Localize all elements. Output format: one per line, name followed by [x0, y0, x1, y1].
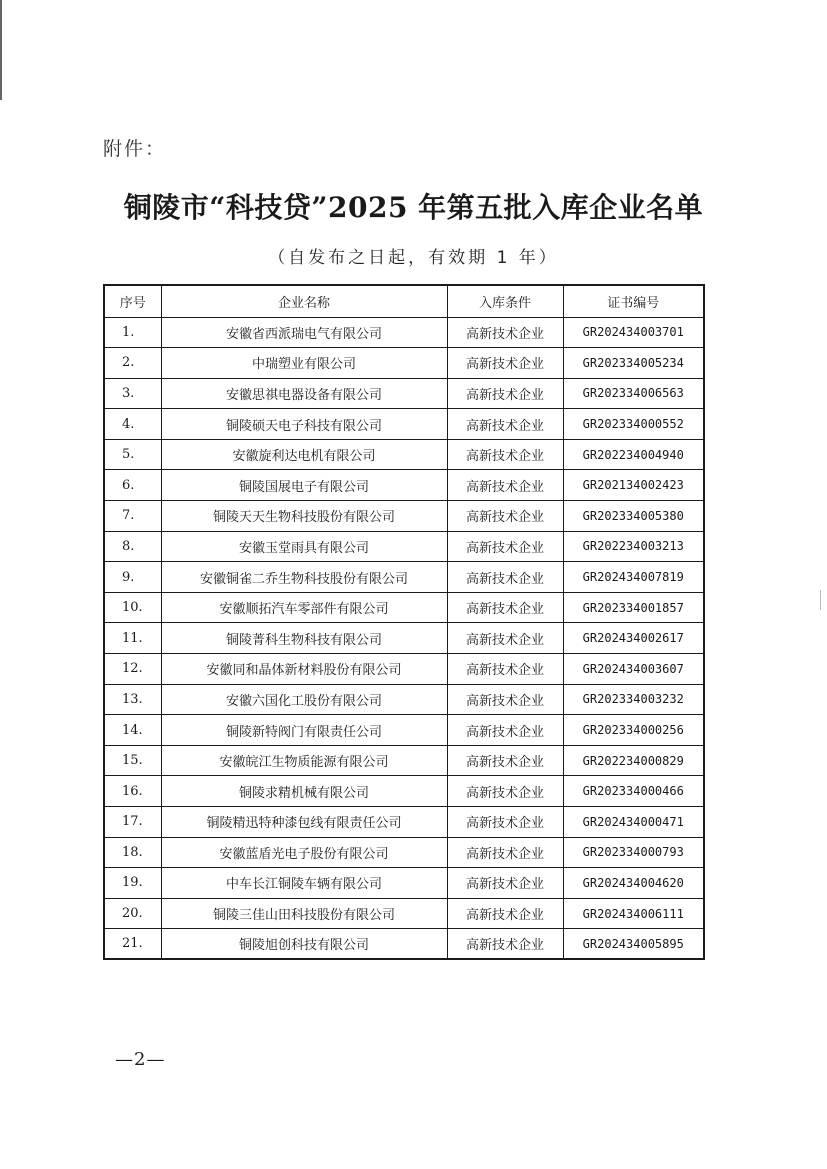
header-company-name: 企业名称: [161, 285, 447, 317]
serial-number-cell: 1.: [104, 317, 161, 348]
table-row: [104, 592, 704, 623]
company-name-cell: 安徽玉堂雨具有限公司: [161, 531, 447, 562]
table-row: [104, 348, 704, 379]
table-row: [104, 715, 704, 746]
company-name-cell: 安徽旋利达电机有限公司: [161, 439, 447, 470]
table-row: [104, 531, 704, 562]
table-row: [104, 409, 704, 440]
admission-condition-cell: 高新技术企业: [447, 501, 563, 532]
table-row: [104, 868, 704, 899]
enterprise-list-table: [103, 284, 705, 960]
admission-condition-cell: 高新技术企业: [447, 929, 563, 960]
serial-number-cell: 12.: [104, 654, 161, 685]
admission-condition-cell: 高新技术企业: [447, 531, 563, 562]
company-name-cell: 安徽六国化工股份有限公司: [161, 684, 447, 715]
admission-condition-cell: 高新技术企业: [447, 776, 563, 807]
serial-number-cell: 21.: [104, 929, 161, 960]
admission-condition-cell: 高新技术企业: [447, 654, 563, 685]
table-row: [104, 378, 704, 409]
table-row: [104, 562, 704, 593]
serial-number-cell: 6.: [104, 470, 161, 501]
table-row: [104, 317, 704, 348]
certificate-number-cell: GR202234003213: [563, 531, 704, 562]
company-name-cell: 铜陵天天生物科技股份有限公司: [161, 501, 447, 532]
serial-number-cell: 20.: [104, 898, 161, 929]
certificate-number-cell: GR202334000466: [563, 776, 704, 807]
admission-condition-cell: 高新技术企业: [447, 409, 563, 440]
certificate-number-cell: GR202234004940: [563, 439, 704, 470]
serial-number-cell: 3.: [104, 378, 161, 409]
company-name-cell: 铜陵精迅特种漆包线有限责任公司: [161, 807, 447, 838]
table-row: [104, 745, 704, 776]
serial-number-cell: 7.: [104, 501, 161, 532]
company-name-cell: 铜陵新特阀门有限责任公司: [161, 715, 447, 746]
document-subtitle: （自发布之日起，有效期 1 年）: [268, 248, 559, 268]
certificate-number-cell: GR202434002617: [563, 623, 704, 654]
certificate-number-cell: GR202134002423: [563, 470, 704, 501]
header-admission-condition: 入库条件: [447, 285, 563, 317]
admission-condition-cell: 高新技术企业: [447, 745, 563, 776]
table-row: [104, 470, 704, 501]
serial-number-cell: 9.: [104, 562, 161, 593]
serial-number-cell: 2.: [104, 348, 161, 379]
serial-number-cell: 16.: [104, 776, 161, 807]
serial-number-cell: 19.: [104, 868, 161, 899]
serial-number-cell: 4.: [104, 409, 161, 440]
company-name-cell: 铜陵求精机械有限公司: [161, 776, 447, 807]
serial-number-cell: 17.: [104, 807, 161, 838]
admission-condition-cell: 高新技术企业: [447, 868, 563, 899]
company-name-cell: 安徽同和晶体新材料股份有限公司: [161, 654, 447, 685]
admission-condition-cell: 高新技术企业: [447, 470, 563, 501]
certificate-number-cell: GR202334005234: [563, 348, 704, 379]
certificate-number-cell: GR202334001857: [563, 592, 704, 623]
certificate-number-cell: GR202334000552: [563, 409, 704, 440]
document-title: 铜陵市“科技贷”2025 年第五批入库企业名单: [123, 191, 704, 224]
company-name-cell: 铜陵三佳山田科技股份有限公司: [161, 898, 447, 929]
company-name-cell: 安徽顺拓汽车零部件有限公司: [161, 592, 447, 623]
serial-number-cell: 15.: [104, 745, 161, 776]
table-row: [104, 776, 704, 807]
certificate-number-cell: GR202434000471: [563, 807, 704, 838]
company-name-cell: 中瑞塑业有限公司: [161, 348, 447, 379]
admission-condition-cell: 高新技术企业: [447, 623, 563, 654]
company-name-cell: 安徽铜雀二乔生物科技股份有限公司: [161, 562, 447, 593]
table-header-row: [104, 285, 704, 317]
serial-number-cell: 11.: [104, 623, 161, 654]
table-row: [104, 501, 704, 532]
table-row: [104, 654, 704, 685]
certificate-number-cell: GR202434003701: [563, 317, 704, 348]
company-name-cell: 安徽皖江生物质能源有限公司: [161, 745, 447, 776]
serial-number-cell: 18.: [104, 837, 161, 868]
serial-number-cell: 8.: [104, 531, 161, 562]
certificate-number-cell: GR202434005895: [563, 929, 704, 960]
table-row: [104, 807, 704, 838]
admission-condition-cell: 高新技术企业: [447, 684, 563, 715]
admission-condition-cell: 高新技术企业: [447, 592, 563, 623]
certificate-number-cell: GR202434006111: [563, 898, 704, 929]
header-serial-number: 序号: [104, 285, 161, 317]
certificate-number-cell: GR202434003607: [563, 654, 704, 685]
scan-edge-mark: [0, 0, 2, 100]
attachment-label: 附件：: [103, 138, 167, 160]
certificate-number-cell: GR202334000256: [563, 715, 704, 746]
admission-condition-cell: 高新技术企业: [447, 837, 563, 868]
table-row: [104, 439, 704, 470]
table-body: [104, 317, 704, 959]
certificate-number-cell: GR202334005380: [563, 501, 704, 532]
page-number: —2—: [115, 1049, 166, 1070]
serial-number-cell: 5.: [104, 439, 161, 470]
table-row: [104, 623, 704, 654]
company-name-cell: 中车长江铜陵车辆有限公司: [161, 868, 447, 899]
serial-number-cell: 14.: [104, 715, 161, 746]
company-name-cell: 铜陵国展电子有限公司: [161, 470, 447, 501]
table-row: [104, 837, 704, 868]
company-name-cell: 铜陵菁科生物科技有限公司: [161, 623, 447, 654]
company-name-cell: 安徽思祺电器设备有限公司: [161, 378, 447, 409]
company-name-cell: 铜陵旭创科技有限公司: [161, 929, 447, 960]
certificate-number-cell: GR202434004620: [563, 868, 704, 899]
admission-condition-cell: 高新技术企业: [447, 898, 563, 929]
admission-condition-cell: 高新技术企业: [447, 317, 563, 348]
certificate-number-cell: GR202334000793: [563, 837, 704, 868]
certificate-number-cell: GR202434007819: [563, 562, 704, 593]
admission-condition-cell: 高新技术企业: [447, 439, 563, 470]
certificate-number-cell: GR202334003232: [563, 684, 704, 715]
company-name-cell: 安徽蓝盾光电子股份有限公司: [161, 837, 447, 868]
certificate-number-cell: GR202234000829: [563, 745, 704, 776]
serial-number-cell: 10.: [104, 592, 161, 623]
table-row: [104, 929, 704, 960]
serial-number-cell: 13.: [104, 684, 161, 715]
company-name-cell: 安徽省西派瑞电气有限公司: [161, 317, 447, 348]
admission-condition-cell: 高新技术企业: [447, 807, 563, 838]
company-name-cell: 铜陵硕天电子科技有限公司: [161, 409, 447, 440]
scan-edge-mark-right: [820, 590, 821, 610]
admission-condition-cell: 高新技术企业: [447, 562, 563, 593]
admission-condition-cell: 高新技术企业: [447, 348, 563, 379]
admission-condition-cell: 高新技术企业: [447, 378, 563, 409]
table-row: [104, 684, 704, 715]
table-row: [104, 898, 704, 929]
certificate-number-cell: GR202334006563: [563, 378, 704, 409]
admission-condition-cell: 高新技术企业: [447, 715, 563, 746]
header-certificate-number: 证书编号: [563, 285, 704, 317]
